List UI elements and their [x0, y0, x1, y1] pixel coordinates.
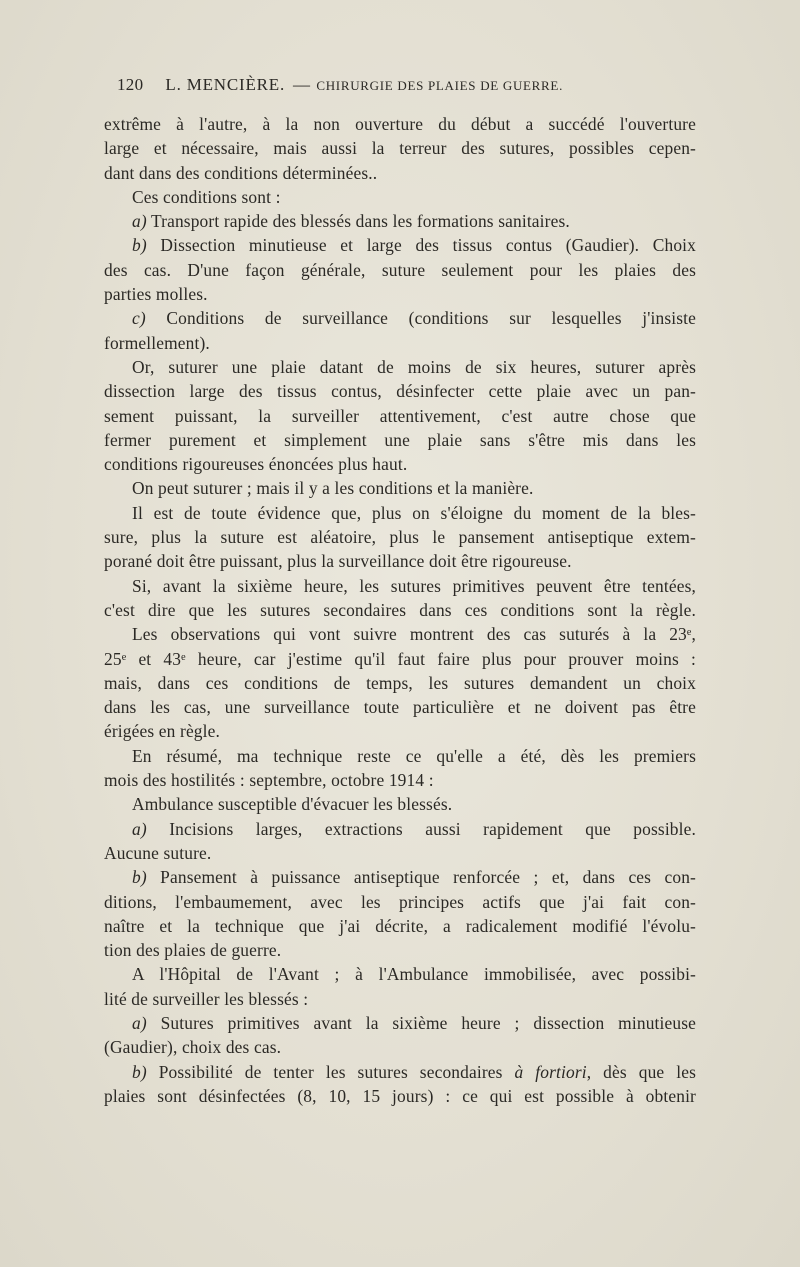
- text-line: naître et la technique que j'ai décrite, a radicalement modifié l'évolu-: [104, 915, 696, 936]
- text-line: A l'Hôpital de l'Avant ; à l'Ambulance immobilisée, avec possibi-: [132, 964, 696, 985]
- text-line: conditions rigoureuses énoncées plus haut.: [104, 454, 408, 475]
- text-line: 25ᵉ et 43ᵉ heure, car j'estime qu'il faut faire plus pour prouver moins :: [104, 648, 696, 669]
- list-marker: c): [132, 308, 146, 329]
- text-line: parties molles.: [104, 284, 208, 305]
- text-line: ditions, l'embaumement, avec les principes actifs que j'ai fait con-: [104, 891, 696, 912]
- text-line: c) Conditions de surveillance (conditions sur lesquelles j'insiste: [132, 308, 696, 329]
- text-line: mois des hostilités : septembre, octobre 1914 :: [104, 770, 434, 791]
- header-title: CHIRURGIE DES PLAIES DE GUERRE.: [316, 78, 564, 93]
- text-line: b) Possibilité de tenter les sutures secondaires à fortiori, dès que les: [132, 1061, 697, 1082]
- text-line: c'est dire que les sutures secondaires dans ces conditions sont la règle.: [104, 599, 696, 620]
- text-line: a) Sutures primitives avant la sixième heure ; dissection minutieuse: [132, 1012, 696, 1033]
- text-line: plaies sont désinfectées (8, 10, 15 jours) : ce qui est possible à obtenir: [104, 1085, 696, 1106]
- text-line: On peut suturer ; mais il y a les conditions et la manière.: [132, 478, 534, 499]
- text-line: Ambulance susceptible d'évacuer les blessés.: [132, 794, 453, 815]
- text-line: Aucune suture.: [104, 842, 212, 863]
- text-line: b) Pansement à puissance antiseptique renforcée ; et, dans ces con-: [132, 867, 696, 888]
- text-line: porané doit être puissant, plus la surveillance doit être rigoureuse.: [104, 551, 572, 572]
- text-line: dant dans des conditions déterminées..: [104, 162, 378, 183]
- text-line: des cas. D'une façon générale, suture seulement pour les plaies des: [104, 259, 696, 280]
- list-marker: b): [132, 1061, 147, 1082]
- text-line: tion des plaies de guerre.: [104, 940, 282, 961]
- header-separator: —: [293, 75, 311, 94]
- list-marker: a): [132, 1012, 147, 1033]
- text-line: sement puissant, la surveiller attentivement, c'est autre chose que: [104, 405, 696, 426]
- body-text: [104, 112, 696, 1108]
- text-line: fermer purement et simplement une plaie sans s'être mis dans les: [104, 429, 696, 450]
- italic-phrase: à fortiori: [514, 1061, 587, 1082]
- list-marker: a): [132, 211, 147, 232]
- text-line: dans les cas, une surveillance toute particulière et ne doivent pas être: [104, 697, 696, 718]
- running-header: [117, 75, 647, 95]
- text-line: Les observations qui vont suivre montrent des cas suturés à la 23ᵉ,: [132, 624, 696, 645]
- header-author: L. MENCIÈRE.: [165, 75, 286, 94]
- text-line: a) Transport rapide des blessés dans les formations sanitaires.: [132, 211, 570, 232]
- text-line: lité de surveiller les blessés :: [104, 988, 309, 1009]
- text-line: Ces conditions sont :: [132, 186, 281, 207]
- text-line: b) Dissection minutieuse et large des tissus contus (Gaudier). Choix: [132, 235, 696, 256]
- text-line: a) Incisions larges, extractions aussi rapidement que possible.: [132, 818, 696, 839]
- page-number: 120: [117, 75, 144, 94]
- text-line: sure, plus la suture est aléatoire, plus le pansement antiseptique extem-: [104, 527, 696, 548]
- list-marker: b): [132, 235, 147, 256]
- text-line: (Gaudier), choix des cas.: [104, 1037, 282, 1058]
- text-line: large et nécessaire, mais aussi la terreur des sutures, possibles cepen-: [104, 138, 696, 159]
- list-marker: b): [132, 867, 147, 888]
- text-line: extrême à l'autre, à la non ouverture du début a succédé l'ouverture: [104, 114, 696, 134]
- list-marker: a): [132, 818, 147, 839]
- text-line: Il est de toute évidence que, plus on s'éloigne du moment de la bles-: [132, 502, 696, 523]
- text-line: Si, avant la sixième heure, les sutures primitives peuvent être tentées,: [132, 575, 696, 596]
- text-line: Or, suturer une plaie datant de moins de six heures, suturer après: [132, 356, 696, 377]
- text-line: dissection large des tissus contus, désinfecter cette plaie avec un pan-: [104, 381, 696, 402]
- text-line: érigées en règle.: [104, 721, 221, 742]
- text-line: mais, dans ces conditions de temps, les sutures demandent un choix: [104, 672, 696, 693]
- text-line: En résumé, ma technique reste ce qu'elle a été, dès les premiers: [132, 745, 696, 766]
- text-line: formellement).: [104, 332, 210, 353]
